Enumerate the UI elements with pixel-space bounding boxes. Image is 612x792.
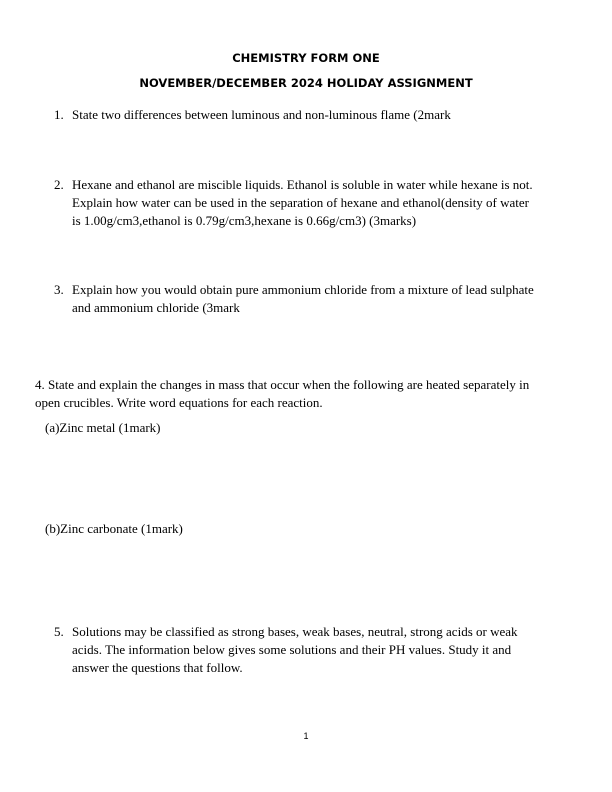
question-4 xyxy=(35,376,529,412)
question-part-a: (a)Zinc metal (1mark) xyxy=(45,420,161,435)
question-text: is 1.00g/cm3,ethanol is 0.79g/cm3,hexane is 0.66g/cm3) (3marks) xyxy=(72,213,417,228)
question-number: 5. xyxy=(54,624,64,639)
document-subtitle: NOVEMBER/DECEMBER 2024 HOLIDAY ASSIGNMENT xyxy=(139,76,473,90)
question-text: Solutions may be classified as strong bases, weak bases, neutral, strong acids or weak xyxy=(72,624,518,639)
question-text: 4. State and explain the changes in mass that occur when the following are heated separately in xyxy=(35,377,530,392)
question-text: Hexane and ethanol are miscible liquids. Ethanol is soluble in water while hexane is not. xyxy=(72,177,533,192)
question-part-b: (b)Zinc carbonate (1mark) xyxy=(45,521,183,536)
question-3 xyxy=(54,281,534,317)
question-text: Explain how water can be used in the separation of hexane and ethanol(density of water xyxy=(72,195,529,210)
document-title: CHEMISTRY FORM ONE xyxy=(232,51,380,65)
question-5 xyxy=(54,623,518,677)
question-text: acids. The information below gives some solutions and their PH values. Study it and xyxy=(72,642,512,657)
question-text: State two differences between luminous and non-luminous flame (2mark xyxy=(72,107,451,122)
question-2 xyxy=(54,176,533,230)
question-text: and ammonium chloride (3mark xyxy=(72,300,240,315)
question-text: open crucibles. Write word equations for each reaction. xyxy=(35,395,323,410)
question-number: 1. xyxy=(54,107,64,122)
question-1 xyxy=(54,106,451,124)
question-text: answer the questions that follow. xyxy=(72,660,243,675)
question-4b xyxy=(45,520,183,538)
question-4a xyxy=(45,419,161,437)
question-number: 2. xyxy=(54,177,64,192)
page-number: 1 xyxy=(303,731,309,741)
question-number: 3. xyxy=(54,282,64,297)
question-text: Explain how you would obtain pure ammonium chloride from a mixture of lead sulphate xyxy=(72,282,534,297)
